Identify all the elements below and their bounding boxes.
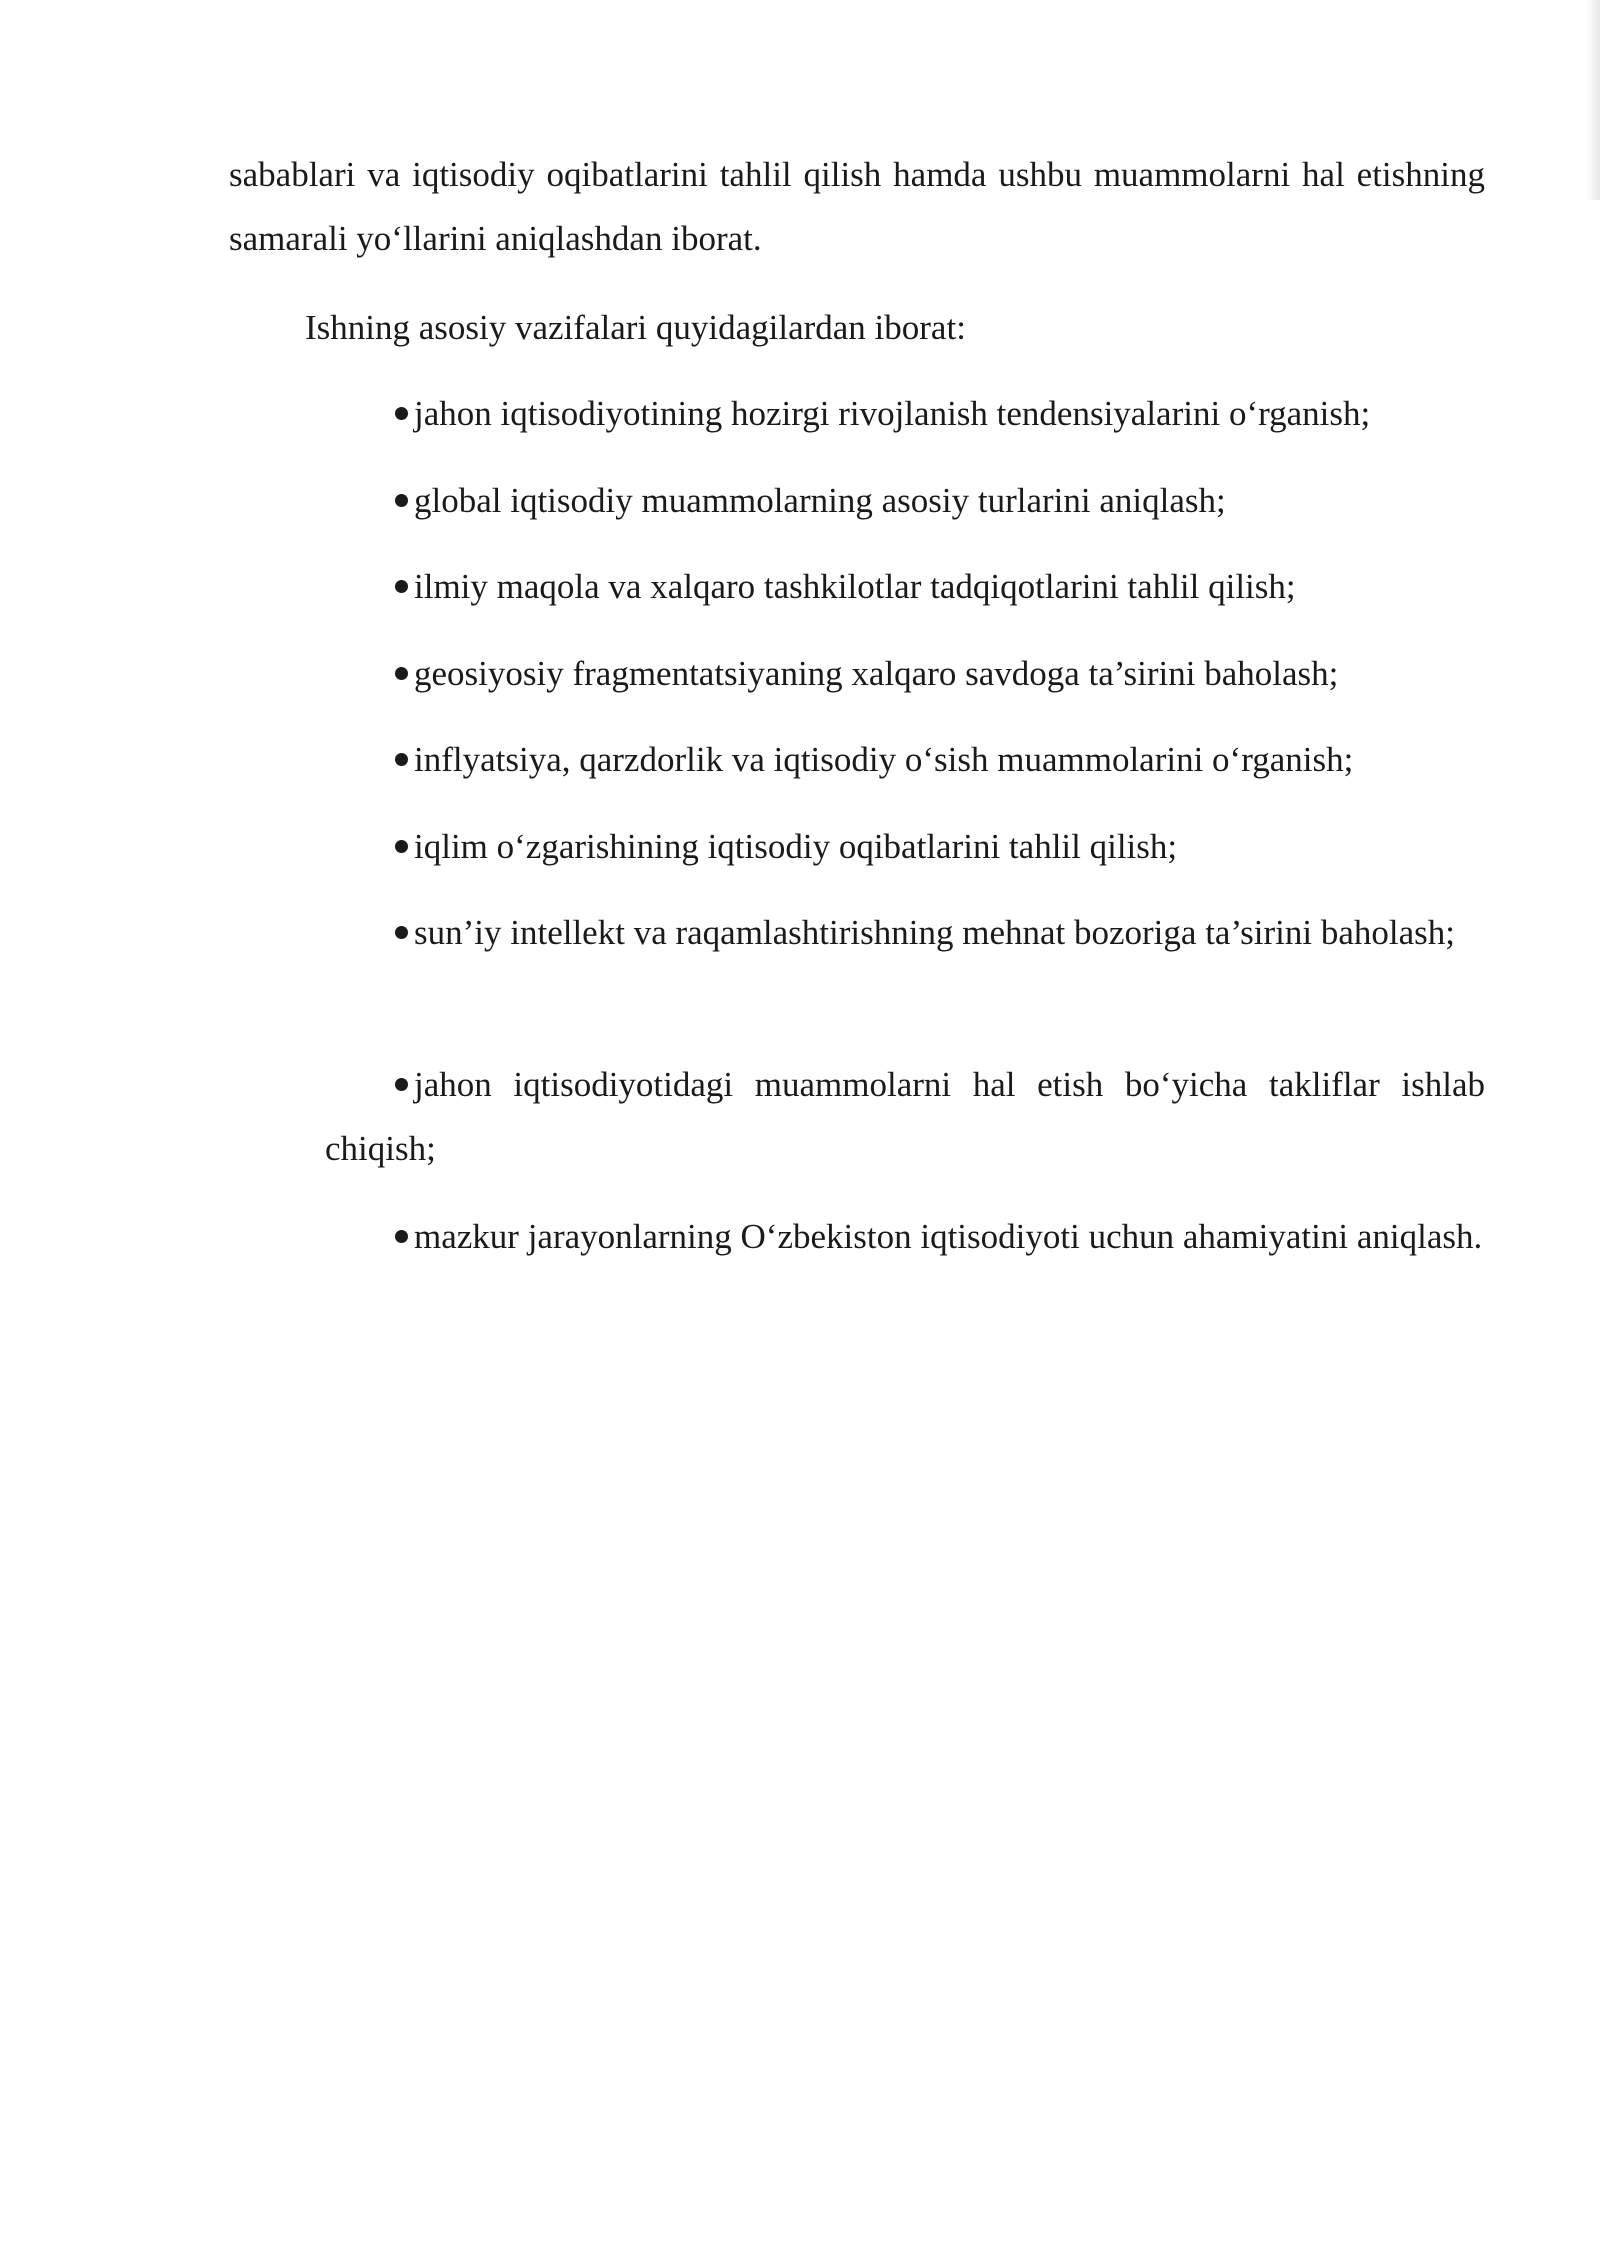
list-item-text: global iqtisodiy muammolarning asosiy turlarini aniqlash; [414,481,1226,520]
list-item [325,1205,1485,1269]
list-item-text: jahon iqtisodiyotining hozirgi rivojlanish tendensiyalarini o‘rganish; [414,394,1371,433]
bullet-icon [395,580,408,593]
bullet-icon [395,926,408,939]
list-item [325,555,1485,619]
list-item-text: jahon iqtisodiyotidagi muammolarni hal etish bo‘yicha takliflar ishlab chiqish; [325,1065,1485,1168]
bullet-icon [395,840,408,853]
list-item-text: geosiyosiy fragmentatsiyaning xalqaro savdoga ta’sirini baholash; [414,654,1339,693]
list-item [325,469,1485,533]
page-edge-shadow [1586,0,1600,200]
bullet-icon [395,494,408,507]
bullet-icon [395,1230,408,1243]
list-item [325,642,1485,706]
list-item-text: sun’iy intellekt va raqamlashtirishning mehnat bozoriga ta’sirini baholash; [414,913,1456,952]
list-item [325,815,1485,879]
list-item [325,728,1485,792]
list-item-text: iqlim o‘zgarishining iqtisodiy oqibatlarini tahlil qilish; [414,827,1178,866]
list-item [325,901,1485,965]
list-item-text: ilmiy maqola va xalqaro tashkilotlar tadqiqotlarini tahlil qilish; [414,567,1296,606]
bullet-icon [395,667,408,680]
list-item [325,1053,1485,1181]
continuation-paragraph: sabablari va iqtisodiy oqibatlarini tahlil qilish hamda ushbu muammolarni hal etishning samarali yo‘llarini aniqlashdan iborat. [229,155,1485,258]
bullet-icon [395,753,408,766]
list-item-text: inflyatsiya, qarzdorlik va iqtisodiy o‘sish muammolarini o‘rganish; [414,740,1354,779]
tasks-intro: Ishning asosiy vazifalari quyidagilardan iborat: [305,308,966,347]
list-item [325,382,1485,446]
bullet-icon [395,407,408,420]
list-item-text: mazkur jarayonlarning O‘zbekiston iqtisodiyoti uchun ahamiyatini aniqlash. [414,1217,1483,1256]
bullet-icon [395,1078,408,1091]
